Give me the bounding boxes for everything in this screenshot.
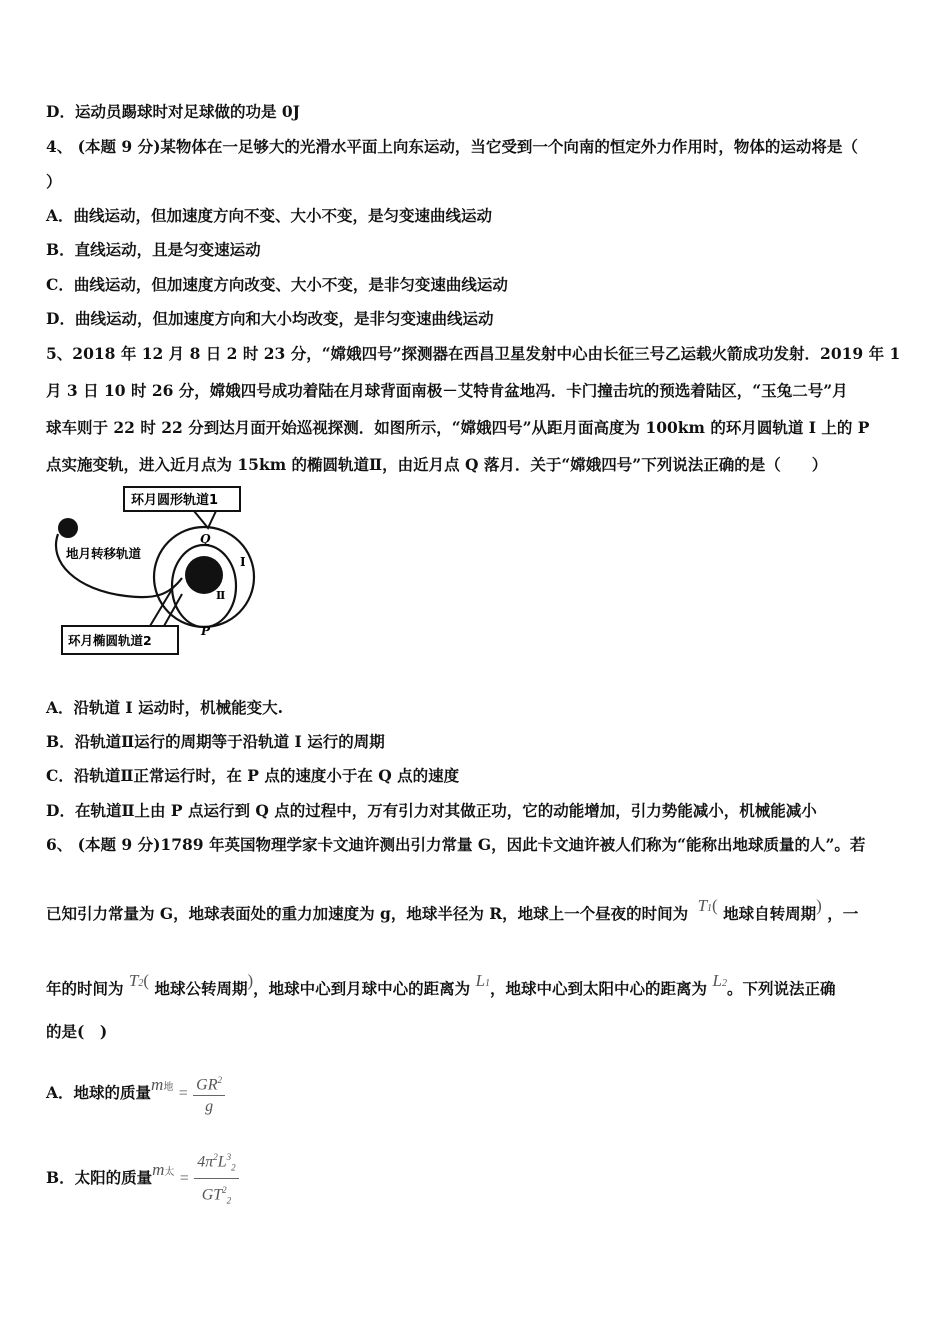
formula-b-num-l: L <box>217 1153 227 1171</box>
q4-option-b: B．直线运动，且是匀变速运动 <box>46 240 261 259</box>
formula-a-denominator: g <box>205 1098 214 1116</box>
q4-stem-line-2: ） <box>46 172 62 191</box>
formula-a-num-text: GR <box>196 1076 218 1094</box>
q4-stem-line-1: 4、 (本题 9 分)某物体在一足够大的光滑水平面上向东运动，当它受到一个向南的恒定外力作用时，物体的运动将是（ <box>46 137 858 156</box>
label-elliptical-orbit: 环月椭圆轨道2 <box>68 633 152 648</box>
formula-b-denominator <box>194 1179 238 1212</box>
label-transfer-orbit: 地月转移轨道 <box>66 546 142 561</box>
formula-b-num-sup: 2 <box>213 1151 218 1162</box>
formula-b-den-text: GT <box>201 1185 223 1203</box>
formula-b-den-sub: 2 <box>226 1195 232 1206</box>
label-pointer-top <box>194 511 216 528</box>
formula-a-fraction <box>193 1070 225 1118</box>
formula-b-num-l-sub: 2 <box>231 1162 236 1173</box>
orbit-1-label: I <box>240 555 246 569</box>
earth-icon <box>58 518 78 538</box>
orbit-diagram <box>46 482 270 662</box>
orbit-2-label: Ⅱ <box>216 589 226 602</box>
q5-option-a: A．沿轨道 I 运动时，机械能变大. <box>46 698 283 717</box>
mass-earth-symbol <box>151 1075 173 1094</box>
q6-option-b <box>46 1140 910 1206</box>
formula-b-den-sup: 2 <box>222 1184 227 1195</box>
q6-stem-line-4: 的是( ) <box>46 1022 108 1041</box>
q6-line3-text-c: ，地球中心到月球中心的距离为 <box>253 979 471 998</box>
q6-option-a <box>46 1058 910 1116</box>
formula-a-numerator <box>193 1070 225 1096</box>
q4-option-c: C．曲线运动，但加速度方向改变、大小不变，是非匀变速曲线运动 <box>46 275 508 294</box>
l2-subscript: 2 <box>721 978 727 989</box>
point-q-label: Q <box>200 532 211 546</box>
q6-line3-text-e: 。下列说法正确 <box>726 979 836 998</box>
formula-a-num-sup: 2 <box>217 1074 222 1085</box>
l2-letter: L <box>712 971 722 990</box>
l1-subscript: 1 <box>485 978 491 989</box>
q5-stem-line-2: 月 3 日 10 时 26 分，嫦娥四号成功着陆在月球背面南极－艾特肯盆地冯．卡门撞击坑的预选着陆区，“玉兔二号”月 <box>46 381 848 400</box>
q6-option-b-label: B．太阳的质量 <box>46 1168 153 1187</box>
q6-option-a-label: A．地球的质量 <box>46 1083 152 1102</box>
q6-stem-line-3: 年的时间为 T2( 地球公转周期)，地球中心到月球中心的距离为 L1，地球中心到太阳中心的距离为 L2。下列说法正确 <box>46 971 836 998</box>
mass-earth-subscript: 地 <box>163 1082 174 1093</box>
t2-letter: T <box>128 971 139 990</box>
t2-subscript: 2 <box>138 978 144 989</box>
q5-option-b: B．沿轨道Ⅱ运行的周期等于沿轨道 I 运行的周期 <box>46 732 385 751</box>
q5-stem-line-4: 点实施变轨，进入近月点为 15km 的椭圆轨道Ⅱ，由近月点 Q 落月．关于“嫦娥四号”下列说法正确的是（ ） <box>46 455 828 474</box>
formula-b-fraction <box>194 1147 238 1211</box>
t1-letter: T <box>697 896 708 915</box>
q5-stem-line-1: 5、2018 年 12 月 8 日 2 时 23 分，“嫦娥四号”探测器在西昌卫星发射中心由长征三号乙运载火箭成功发射．2019 年 1 <box>46 344 901 363</box>
q6-stem-line-1: 6、 (本题 9 分)1789 年英国物理学家卡文迪许测出引力常量 G，因此卡文迪许被人们称为“能称出地球质量的人”。若 <box>46 835 866 854</box>
q5-option-c: C．沿轨道Ⅱ正常运行时，在 P 点的速度小于在 Q 点的速度 <box>46 766 460 785</box>
symbol-t1 <box>698 896 712 915</box>
q6-line2-text-c: ，一 <box>827 904 859 923</box>
formula-b-num-l-sup: 3 <box>226 1151 232 1162</box>
t1-subscript: 1 <box>707 903 713 914</box>
q6-line2-text-b: 地球自转周期 <box>723 904 817 923</box>
mass-sun-subscript: 太 <box>164 1167 175 1178</box>
q4-option-d: D．曲线运动，但加速度方向和大小均改变，是非匀变速曲线运动 <box>46 309 494 328</box>
point-p-label: P <box>201 624 211 638</box>
q5-stem-line-3: 球车则于 22 时 22 分到达月面开始巡视探测．如图所示，“嫦娥四号”从距月面高度为 100km 的环月圆轨道 I 上的 P <box>46 418 870 437</box>
symbol-t2 <box>129 971 143 990</box>
q4-option-a: A．曲线运动，但加速度方向不变、大小不变，是匀变速曲线运动 <box>46 206 493 225</box>
q3-option-d: D．运动员踢球时对足球做的功是 0J <box>46 102 300 121</box>
q6-line3-text-b: 地球公转周期 <box>154 979 248 998</box>
q6-stem-line-2: 已知引力常量为 G，地球表面处的重力加速度为 g，地球半径为 R，地球上一个昼夜的时间为 T1( 地球自转周期) ，一 <box>46 896 859 923</box>
symbol-l1 <box>476 971 490 990</box>
symbol-l2 <box>712 971 726 990</box>
q6-line3-text-a: 年的时间为 <box>46 979 124 998</box>
equals-sign: = <box>178 1085 188 1102</box>
formula-b-numerator <box>194 1147 238 1179</box>
mass-letter: m <box>151 1075 164 1094</box>
mass-letter-b: m <box>152 1160 165 1179</box>
q5-option-d: D．在轨道Ⅱ上由 P 点运行到 Q 点的过程中，万有引力对其做正功，它的动能增加，引力势能减小，机械能减小 <box>46 801 817 820</box>
equals-sign-b: = <box>179 1170 189 1187</box>
l1-letter: L <box>475 971 486 990</box>
q6-line3-text-d: ，地球中心到太阳中心的距离为 <box>490 979 708 998</box>
transfer-orbit-path <box>56 534 182 597</box>
formula-b-num-text: 4π <box>197 1153 214 1171</box>
q6-line2-text-a: 已知引力常量为 G，地球表面处的重力加速度为 g，地球半径为 R，地球上一个昼夜的时间为 <box>46 904 689 923</box>
label-circular-orbit: 环月圆形轨道1 <box>131 493 219 508</box>
mass-sun-symbol <box>152 1160 174 1179</box>
